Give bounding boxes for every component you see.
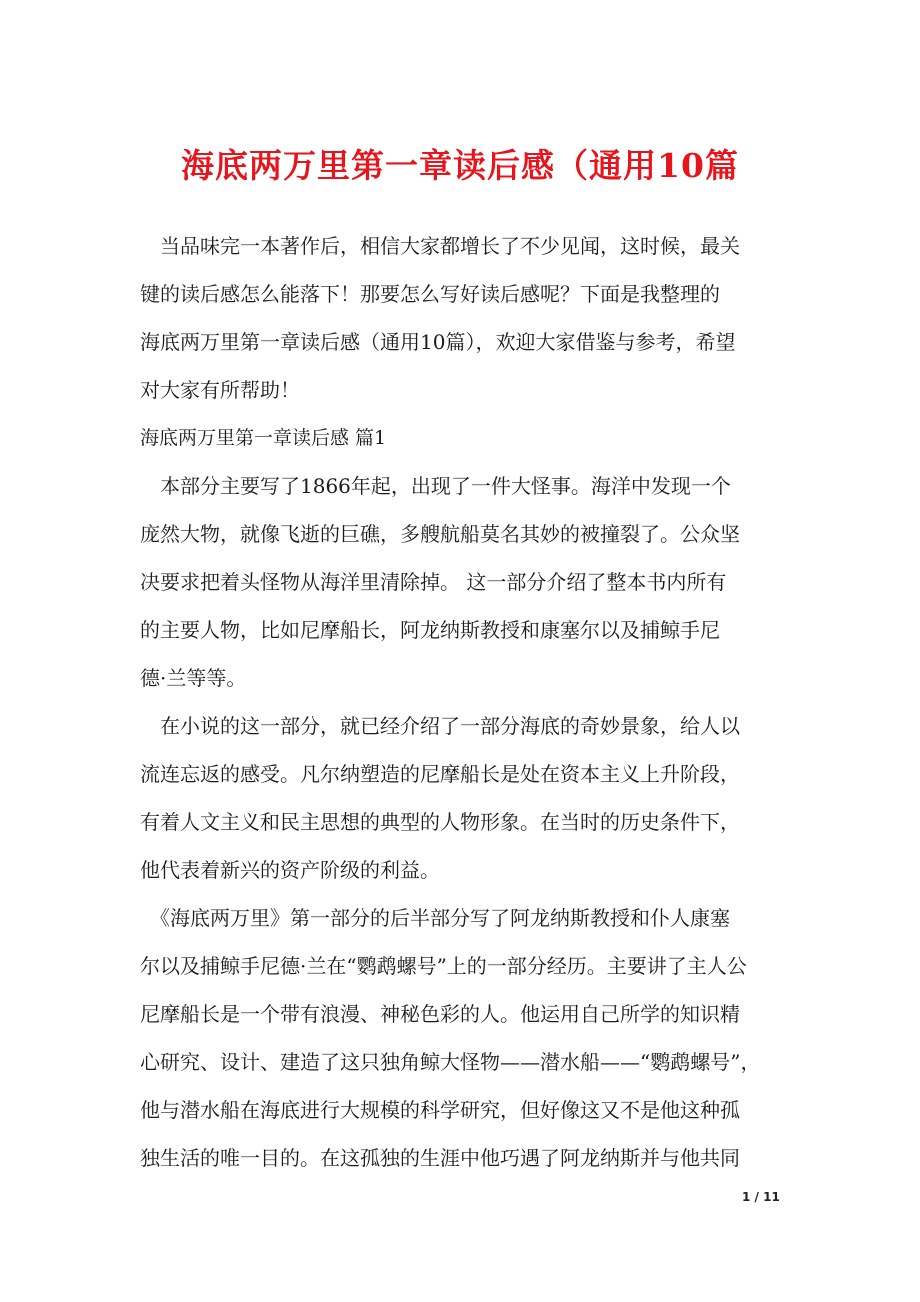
- section-heading: [140, 414, 790, 462]
- text-line: 他代表着新兴的资产阶级的利益。: [140, 858, 440, 882]
- text-line: 对大家有所帮助！: [140, 378, 300, 402]
- section-heading-text: 海底两万里第一章读后感 篇1: [140, 427, 387, 449]
- text-line: 独生活的唯一目的。在这孤独的生涯中他巧遇了阿龙纳斯并与他共同: [140, 1146, 740, 1170]
- document-title: 海底两万里第一章读后感（通用10篇: [181, 146, 739, 185]
- text-line: 有着人文主义和民主思想的典型的人物形象。在当时的历史条件下，: [140, 810, 740, 834]
- text-line: 德·兰等等。: [140, 666, 247, 690]
- page-number: 1 / 11: [742, 1190, 780, 1204]
- paragraph-1: [140, 462, 790, 702]
- paragraph-3: [140, 894, 790, 1182]
- document-body: [140, 222, 790, 1182]
- text-line: 当品味完一本著作后，相信大家都增长了不少见闻，这时候，最关: [140, 234, 740, 258]
- text-line: 庞然大物，就像飞逝的巨礁，多艘航船莫名其妙的被撞裂了。公众坚: [140, 522, 740, 546]
- text-line: 流连忘返的感受。凡尔纳塑造的尼摩船长是处在资本主义上升阶段，: [140, 762, 740, 786]
- text-line: 键的读后感怎么能落下！那要怎么写好读后感呢？下面是我整理的: [140, 282, 720, 306]
- intro-paragraph: [140, 222, 790, 414]
- text-line: 在小说的这一部分，就已经介绍了一部分海底的奇妙景象，给人以: [140, 714, 740, 738]
- text-line: 本部分主要写了1866年起，出现了一件大怪事。海洋中发现一个: [140, 474, 731, 498]
- text-line: 的主要人物，比如尼摩船长，阿龙纳斯教授和康塞尔以及捕鲸手尼: [140, 618, 720, 642]
- text-line: 他与潜水船在海底进行大规模的科学研究，但好像这又不是他这种孤: [140, 1098, 740, 1122]
- text-line: 心研究、设计、建造了这只独角鲸大怪物——潜水船——“鹦鹉螺号”，: [140, 1050, 761, 1074]
- paragraph-2: [140, 702, 790, 894]
- text-line: 尔以及捕鲸手尼德·兰在“鹦鹉螺号”上的一部分经历。主要讲了主人公: [140, 954, 747, 978]
- text-line: 海底两万里第一章读后感（通用10篇），欢迎大家借鉴与参考，希望: [140, 330, 736, 354]
- text-line: 决要求把着头怪物从海洋里清除掉。 这一部分介绍了整本书内所有: [140, 570, 727, 594]
- text-line: 尼摩船长是一个带有浪漫、神秘色彩的人。他运用自己所学的知识精: [140, 1002, 740, 1026]
- text-line: 《海底两万里》第一部分的后半部分写了阿龙纳斯教授和仆人康塞: [140, 906, 730, 930]
